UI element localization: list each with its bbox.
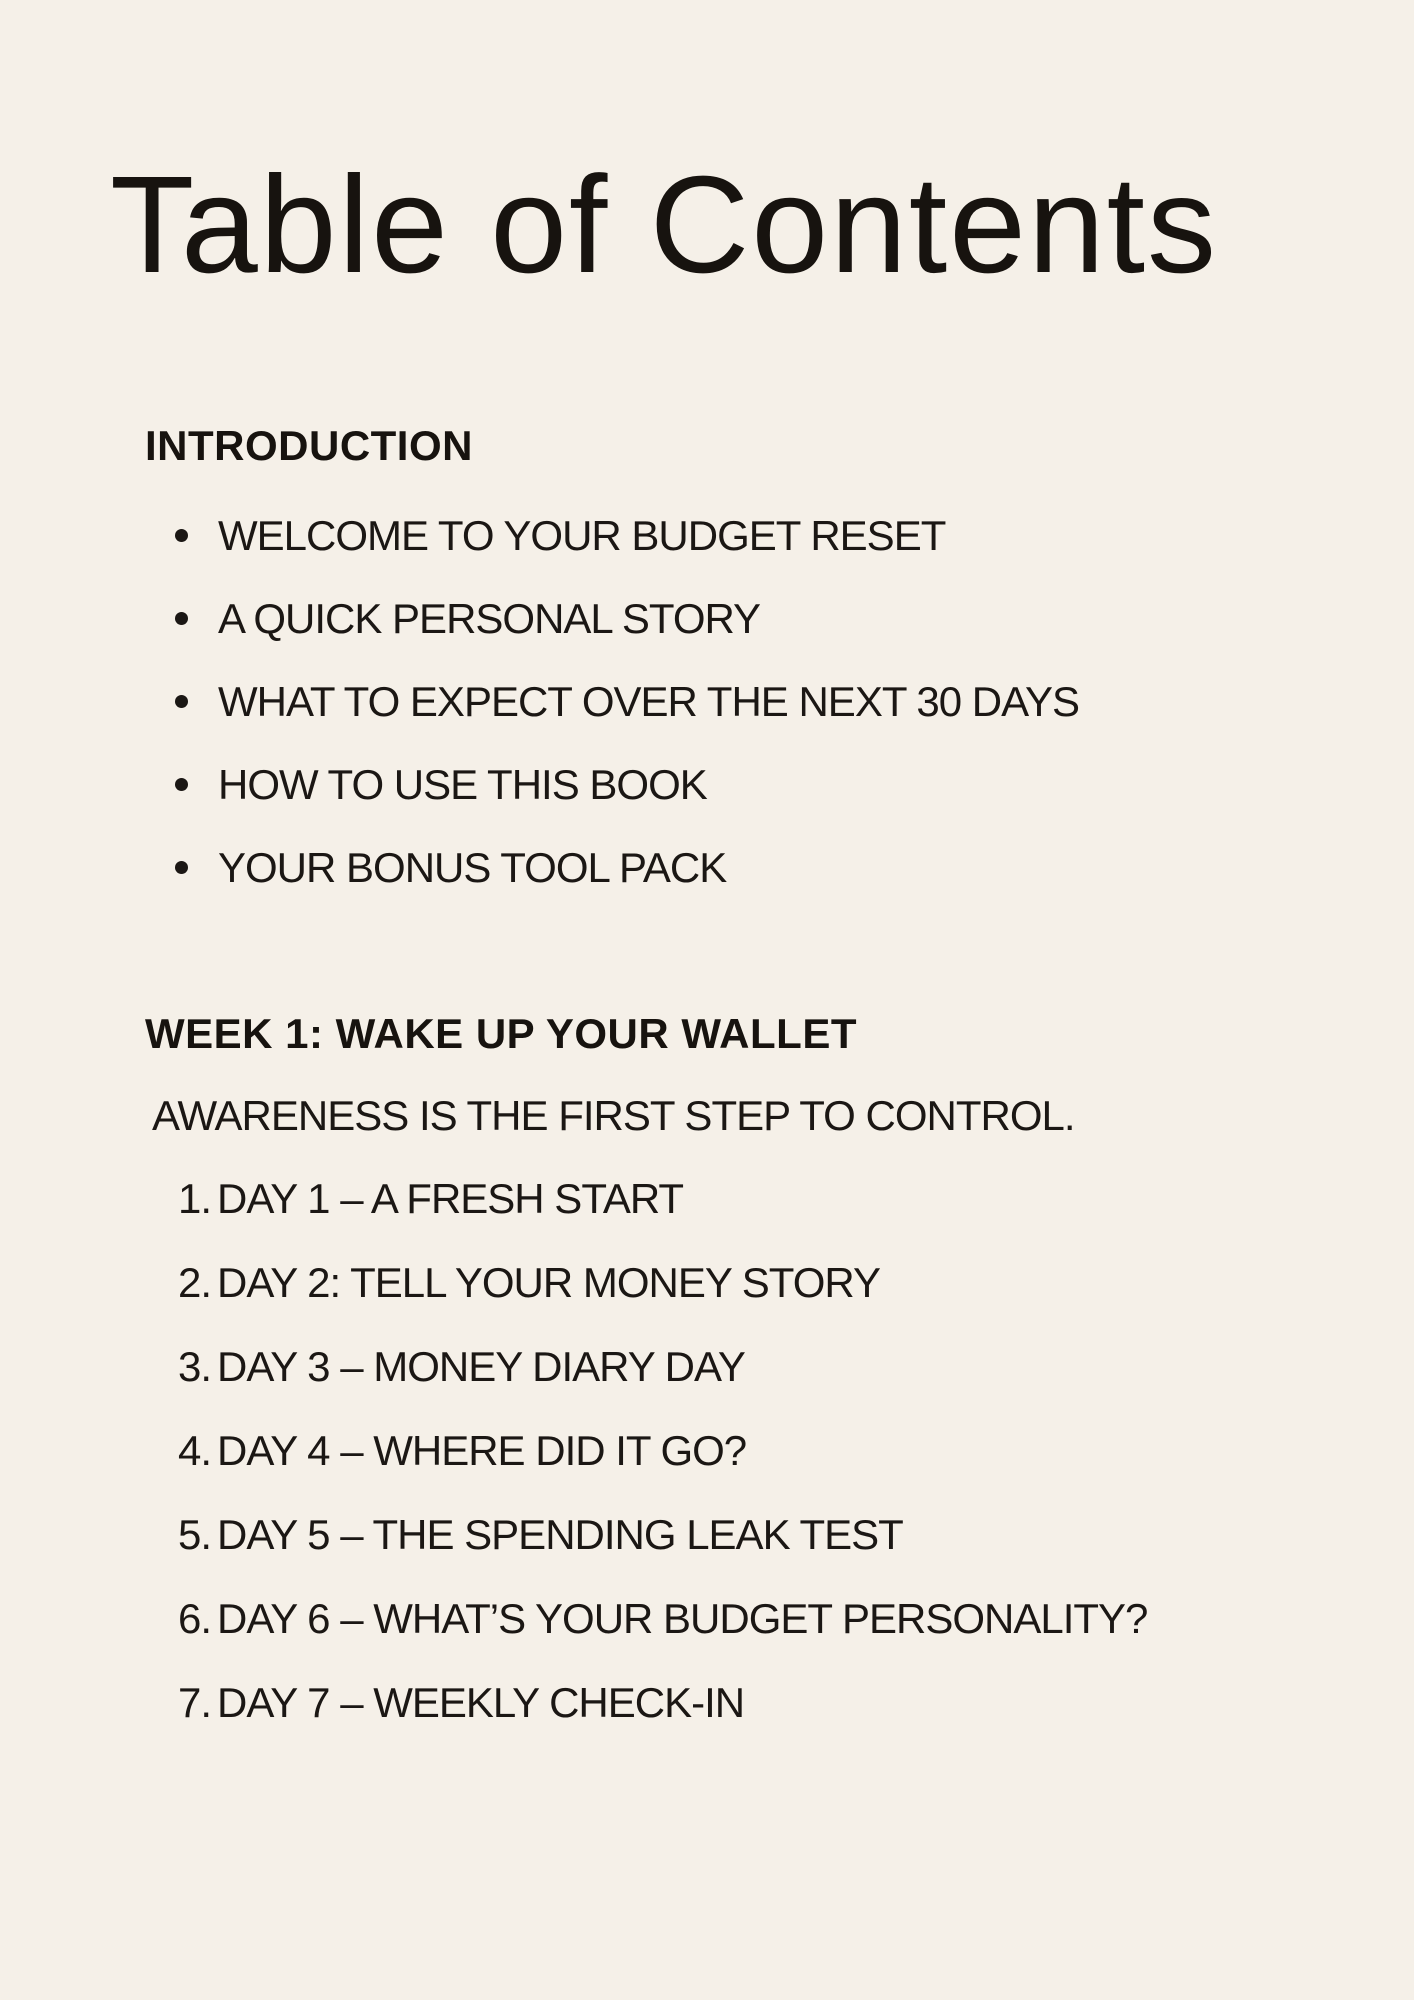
section-heading-week1: WEEK 1: WAKE UP YOUR WALLET <box>145 1009 857 1057</box>
list-item-label: DAY 5 – THE SPENDING LEAK TEST <box>217 1511 903 1559</box>
bullet-marker-icon <box>175 778 188 791</box>
week1-subheading: AWARENESS IS THE FIRST STEP TO CONTROL. <box>152 1092 1075 1140</box>
list-item-label: YOUR BONUS TOOL PACK <box>218 843 727 891</box>
list-item-label: DAY 1 – A FRESH START <box>217 1175 684 1223</box>
list-item <box>178 1259 1414 1307</box>
list-item-label: DAY 3 – MONEY DIARY DAY <box>217 1343 745 1391</box>
list-item <box>175 511 1414 559</box>
bullet-marker-icon <box>175 861 188 874</box>
list-item-label: DAY 2: TELL YOUR MONEY STORY <box>217 1259 880 1307</box>
list-item-number: 6. <box>178 1595 212 1643</box>
list-item <box>178 1343 1414 1391</box>
bullet-marker-icon <box>175 529 188 542</box>
list-item-number: 2. <box>178 1259 212 1307</box>
list-item-label: WHAT TO EXPECT OVER THE NEXT 30 DAYS <box>218 677 1080 725</box>
list-item <box>178 1175 1414 1223</box>
introduction-bullet-list <box>0 511 1414 891</box>
list-item <box>175 843 1414 891</box>
list-item-number: 1. <box>178 1175 212 1223</box>
list-item <box>175 760 1414 808</box>
list-item-number: 5. <box>178 1511 212 1559</box>
list-item-label: HOW TO USE THIS BOOK <box>218 760 707 808</box>
page-title: Table of Contents <box>110 148 1219 302</box>
list-item-label: WELCOME TO YOUR BUDGET RESET <box>218 511 946 559</box>
bullet-marker-icon <box>175 612 188 625</box>
list-item-label: DAY 6 – WHAT’S YOUR BUDGET PERSONALITY? <box>217 1595 1148 1643</box>
list-item <box>178 1427 1414 1475</box>
list-item <box>175 677 1414 725</box>
section-heading-introduction: INTRODUCTION <box>145 421 473 469</box>
list-item-number: 4. <box>178 1427 212 1475</box>
bullet-marker-icon <box>175 695 188 708</box>
list-item-label: DAY 7 – WEEKLY CHECK-IN <box>217 1679 745 1727</box>
list-item-label: DAY 4 – WHERE DID IT GO? <box>217 1427 747 1475</box>
list-item-number: 3. <box>178 1343 212 1391</box>
list-item-number: 7. <box>178 1679 212 1727</box>
list-item <box>175 594 1414 642</box>
list-item <box>178 1679 1414 1727</box>
list-item <box>178 1511 1414 1559</box>
week1-numbered-list <box>0 1175 1414 1727</box>
list-item <box>178 1595 1414 1643</box>
list-item-label: A QUICK PERSONAL STORY <box>218 594 761 642</box>
